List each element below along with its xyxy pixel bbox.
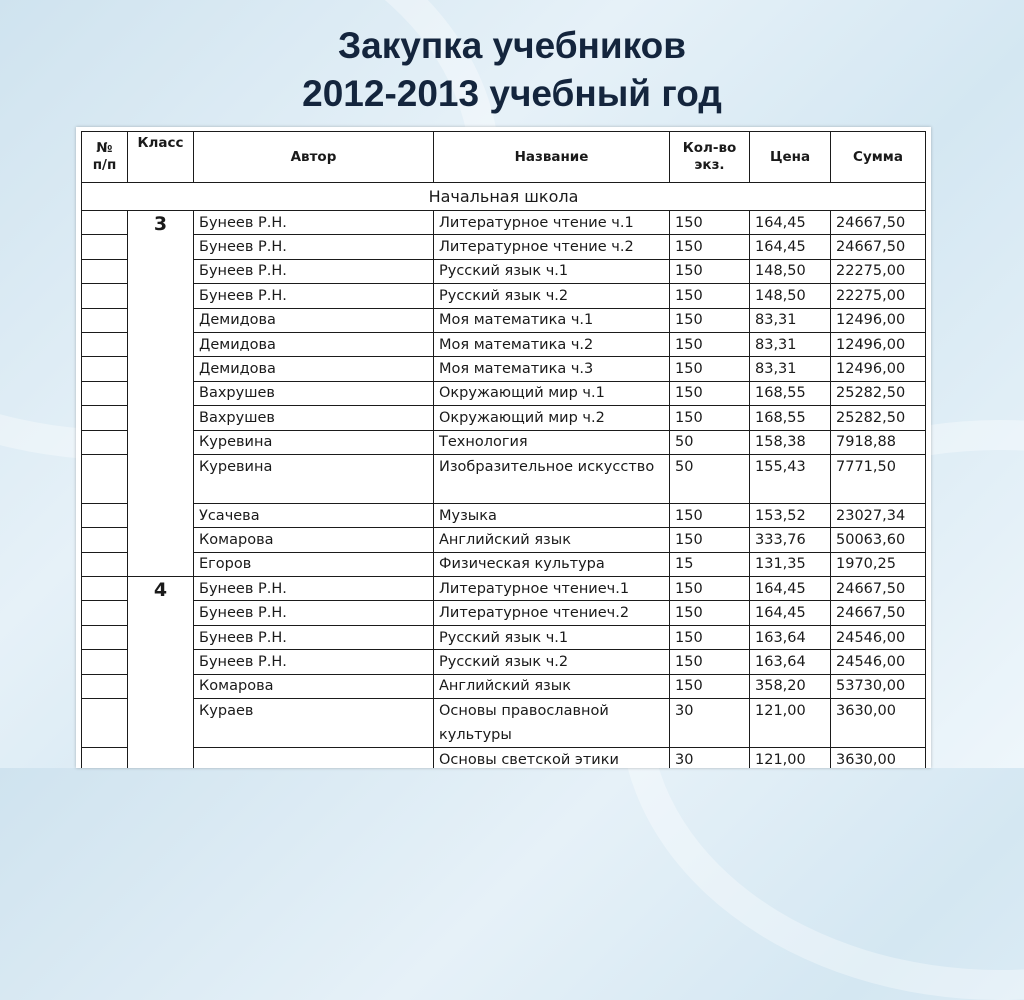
name-cell: Литературное чтение ч.2 <box>434 235 670 259</box>
qty-cell: 150 <box>670 308 750 332</box>
price-cell: 83,31 <box>750 357 831 381</box>
table-row <box>82 211 926 235</box>
row-number-cell <box>82 430 128 454</box>
qty-cell: 150 <box>670 528 750 552</box>
row-number-cell <box>82 503 128 527</box>
name-cell: Литературное чтениеч.2 <box>434 601 670 625</box>
table-row <box>82 332 926 356</box>
author-cell <box>194 748 434 768</box>
sum-cell: 24667,50 <box>831 235 926 259</box>
header-author: Автор <box>194 132 434 183</box>
price-cell: 358,20 <box>750 674 831 698</box>
table-row <box>82 552 926 576</box>
sum-cell: 25282,50 <box>831 381 926 405</box>
header-num: № п/п <box>82 132 128 183</box>
author-cell: Бунеев Р.Н. <box>194 577 434 601</box>
name-cell: Основы православной культуры <box>434 699 670 748</box>
row-number-cell <box>82 211 128 235</box>
price-cell: 164,45 <box>750 235 831 259</box>
table-row <box>82 625 926 649</box>
table-row <box>82 601 926 625</box>
table-row <box>82 528 926 552</box>
name-cell: Русский язык ч.1 <box>434 625 670 649</box>
author-cell: Демидова <box>194 332 434 356</box>
row-number-cell <box>82 577 128 601</box>
qty-cell: 150 <box>670 625 750 649</box>
price-cell: 155,43 <box>750 454 831 503</box>
qty-cell: 150 <box>670 674 750 698</box>
price-cell: 121,00 <box>750 748 831 768</box>
author-cell: Бунеев Р.Н. <box>194 625 434 649</box>
table-row <box>82 381 926 405</box>
name-cell: Изобразительное искусство <box>434 454 670 503</box>
qty-cell: 150 <box>670 650 750 674</box>
name-cell: Английский язык <box>434 674 670 698</box>
name-cell: Русский язык ч.1 <box>434 259 670 283</box>
sum-cell: 24667,50 <box>831 211 926 235</box>
row-number-cell <box>82 284 128 308</box>
qty-cell: 150 <box>670 284 750 308</box>
name-cell: Литературное чтение ч.1 <box>434 211 670 235</box>
qty-cell: 150 <box>670 357 750 381</box>
row-number-cell <box>82 308 128 332</box>
class-cell: 4 <box>128 577 194 768</box>
name-cell: Основы светской этики <box>434 748 670 768</box>
price-cell: 168,55 <box>750 381 831 405</box>
section-row <box>82 183 926 211</box>
sum-cell: 25282,50 <box>831 406 926 430</box>
price-cell: 163,64 <box>750 650 831 674</box>
table-row <box>82 284 926 308</box>
sum-cell: 12496,00 <box>831 332 926 356</box>
header-class: Класс <box>128 132 194 183</box>
row-number-cell <box>82 674 128 698</box>
qty-cell: 150 <box>670 601 750 625</box>
price-cell: 164,45 <box>750 211 831 235</box>
slide-title <box>0 22 1024 118</box>
sum-cell: 24546,00 <box>831 650 926 674</box>
textbook-table-sheet <box>76 127 931 768</box>
author-cell: Вахрушев <box>194 381 434 405</box>
author-cell: Егоров <box>194 552 434 576</box>
qty-cell: 15 <box>670 552 750 576</box>
author-cell: Комарова <box>194 674 434 698</box>
name-cell: Русский язык ч.2 <box>434 284 670 308</box>
textbook-purchase-table <box>81 131 926 768</box>
row-number-cell <box>82 332 128 356</box>
price-cell: 164,45 <box>750 577 831 601</box>
qty-cell: 30 <box>670 748 750 768</box>
sum-cell: 12496,00 <box>831 357 926 381</box>
header-name: Название <box>434 132 670 183</box>
price-cell: 158,38 <box>750 430 831 454</box>
qty-cell: 50 <box>670 430 750 454</box>
author-cell: Демидова <box>194 357 434 381</box>
qty-cell: 150 <box>670 381 750 405</box>
author-cell: Бунеев Р.Н. <box>194 259 434 283</box>
author-cell: Вахрушев <box>194 406 434 430</box>
table-row <box>82 406 926 430</box>
title-line-2: 2012-2013 учебный год <box>302 73 722 114</box>
sum-cell: 22275,00 <box>831 259 926 283</box>
name-cell: Литературное чтениеч.1 <box>434 577 670 601</box>
sum-cell: 53730,00 <box>831 674 926 698</box>
sum-cell: 7918,88 <box>831 430 926 454</box>
name-cell: Моя математика ч.2 <box>434 332 670 356</box>
table-row <box>82 650 926 674</box>
sum-cell: 7771,50 <box>831 454 926 503</box>
qty-cell: 150 <box>670 577 750 601</box>
price-cell: 131,35 <box>750 552 831 576</box>
table-row <box>82 577 926 601</box>
row-number-cell <box>82 259 128 283</box>
sum-cell: 24667,50 <box>831 577 926 601</box>
header-price: Цена <box>750 132 831 183</box>
qty-cell: 50 <box>670 454 750 503</box>
class-cell: 3 <box>128 211 194 577</box>
qty-cell: 150 <box>670 503 750 527</box>
name-cell: Окружающий мир ч.2 <box>434 406 670 430</box>
table-row <box>82 259 926 283</box>
price-cell: 148,50 <box>750 284 831 308</box>
sum-cell: 24667,50 <box>831 601 926 625</box>
sum-cell: 3630,00 <box>831 748 926 768</box>
qty-cell: 150 <box>670 211 750 235</box>
sum-cell: 23027,34 <box>831 503 926 527</box>
name-cell: Музыка <box>434 503 670 527</box>
author-cell: Бунеев Р.Н. <box>194 601 434 625</box>
table-row <box>82 748 926 768</box>
table-row <box>82 454 926 503</box>
row-number-cell <box>82 625 128 649</box>
price-cell: 153,52 <box>750 503 831 527</box>
title-line-1: Закупка учебников <box>337 25 687 66</box>
author-cell: Усачева <box>194 503 434 527</box>
price-cell: 121,00 <box>750 699 831 748</box>
row-number-cell <box>82 406 128 430</box>
author-cell: Куревина <box>194 454 434 503</box>
row-number-cell <box>82 552 128 576</box>
row-number-cell <box>82 357 128 381</box>
qty-cell: 150 <box>670 235 750 259</box>
price-cell: 148,50 <box>750 259 831 283</box>
author-cell: Бунеев Р.Н. <box>194 284 434 308</box>
section-title: Начальная школа <box>82 183 926 211</box>
sum-cell: 12496,00 <box>831 308 926 332</box>
price-cell: 168,55 <box>750 406 831 430</box>
sum-cell: 50063,60 <box>831 528 926 552</box>
table-row <box>82 430 926 454</box>
sum-cell: 1970,25 <box>831 552 926 576</box>
header-qty: Кол-во экз. <box>670 132 750 183</box>
price-cell: 83,31 <box>750 308 831 332</box>
author-cell: Бунеев Р.Н. <box>194 235 434 259</box>
price-cell: 333,76 <box>750 528 831 552</box>
table-row <box>82 235 926 259</box>
table-header-row <box>82 132 926 183</box>
name-cell: Английский язык <box>434 528 670 552</box>
row-number-cell <box>82 454 128 503</box>
sum-cell: 22275,00 <box>831 284 926 308</box>
name-cell: Окружающий мир ч.1 <box>434 381 670 405</box>
table-row <box>82 357 926 381</box>
row-number-cell <box>82 699 128 748</box>
header-sum: Сумма <box>831 132 926 183</box>
author-cell: Комарова <box>194 528 434 552</box>
row-number-cell <box>82 528 128 552</box>
sum-cell: 24546,00 <box>831 625 926 649</box>
name-cell: Технология <box>434 430 670 454</box>
price-cell: 164,45 <box>750 601 831 625</box>
qty-cell: 150 <box>670 406 750 430</box>
name-cell: Моя математика ч.1 <box>434 308 670 332</box>
qty-cell: 150 <box>670 332 750 356</box>
table-row <box>82 674 926 698</box>
author-cell: Демидова <box>194 308 434 332</box>
name-cell: Русский язык ч.2 <box>434 650 670 674</box>
author-cell: Куревина <box>194 430 434 454</box>
price-cell: 163,64 <box>750 625 831 649</box>
qty-cell: 30 <box>670 699 750 748</box>
row-number-cell <box>82 381 128 405</box>
qty-cell: 150 <box>670 259 750 283</box>
table-row <box>82 503 926 527</box>
row-number-cell <box>82 650 128 674</box>
table-row <box>82 699 926 748</box>
author-cell: Бунеев Р.Н. <box>194 650 434 674</box>
row-number-cell <box>82 601 128 625</box>
author-cell: Бунеев Р.Н. <box>194 211 434 235</box>
name-cell: Моя математика ч.3 <box>434 357 670 381</box>
table-row <box>82 308 926 332</box>
name-cell: Физическая культура <box>434 552 670 576</box>
price-cell: 83,31 <box>750 332 831 356</box>
row-number-cell <box>82 748 128 768</box>
row-number-cell <box>82 235 128 259</box>
sum-cell: 3630,00 <box>831 699 926 748</box>
author-cell: Кураев <box>194 699 434 748</box>
